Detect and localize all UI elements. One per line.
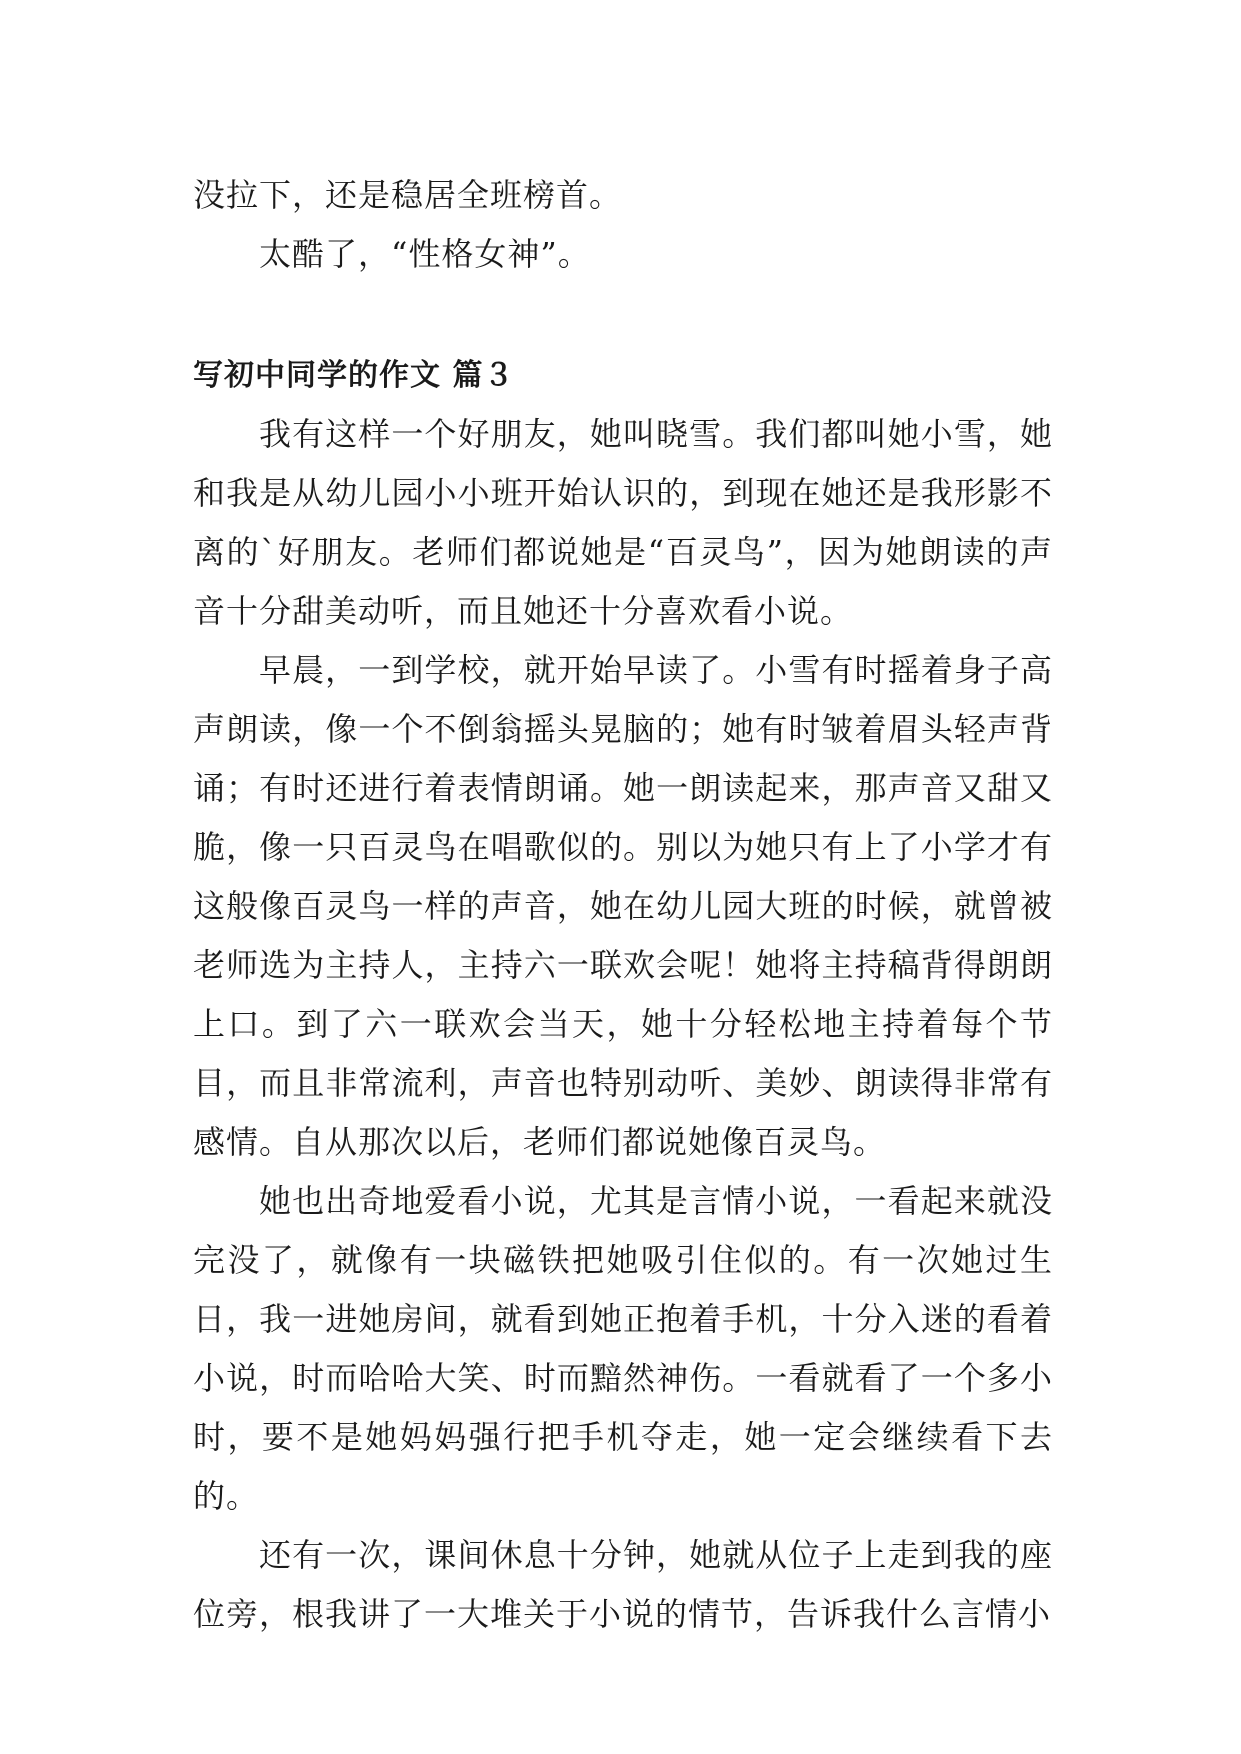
body-paragraph: 我有这样一个好朋友，她叫晓雪。我们都叫她小雪，她和我是从幼儿园小小班开始认识的，到现在她还是我形影不离的`好朋友。老师们都说她是“百灵鸟”，因为她朗读的声音十分甜美动听，而且她还十分喜欢看小说。 [193, 415, 1053, 630]
document-page [193, 166, 1053, 1644]
section-title: 写初中同学的作文 篇３ [193, 358, 515, 393]
body-paragraph: 早晨，一到学校，就开始早读了。小雪有时摇着身子高声朗读，像一个不倒翁摇头晃脑的；她有时皱着眉头轻声背诵；有时还进行着表情朗诵。她一朗读起来，那声音又甜又脆，像一只百灵鸟在唱歌似的。别以为她只有上了小学才有这般像百灵鸟一样的声音，她在幼儿园大班的时候，就曾被老师选为主持人，主持六一联欢会呢！她将主持稿背得朗朗上口。到了六一联欢会当天，她十分轻松地主持着每个节目，而且非常流利，声音也特别动听、美妙、朗读得非常有感情。自从那次以后，老师们都说她像百灵鸟。 [193, 651, 1053, 1161]
body-paragraph: 她也出奇地爱看小说，尤其是言情小说，一看起来就没完没了，就像有一块磁铁把她吸引住似的。有一次她过生日，我一进她房间，就看到她正抱着手机，十分入迷的看着小说，时而哈哈大笑、时而黯然神伤。一看就看了一个多小时，要不是她妈妈强行把手机夺走，她一定会继续看下去的。 [193, 1182, 1053, 1515]
continuation-paragraph: 太酷了，“性格女神”。 [259, 235, 591, 273]
body-paragraph: 还有一次，课间休息十分钟，她就从位子上走到我的座位旁，根我讲了一大堆关于小说的情节，告诉我什么言情小 [193, 1536, 1053, 1633]
continuation-paragraph: 没拉下，还是稳居全班榜首。 [193, 176, 623, 214]
